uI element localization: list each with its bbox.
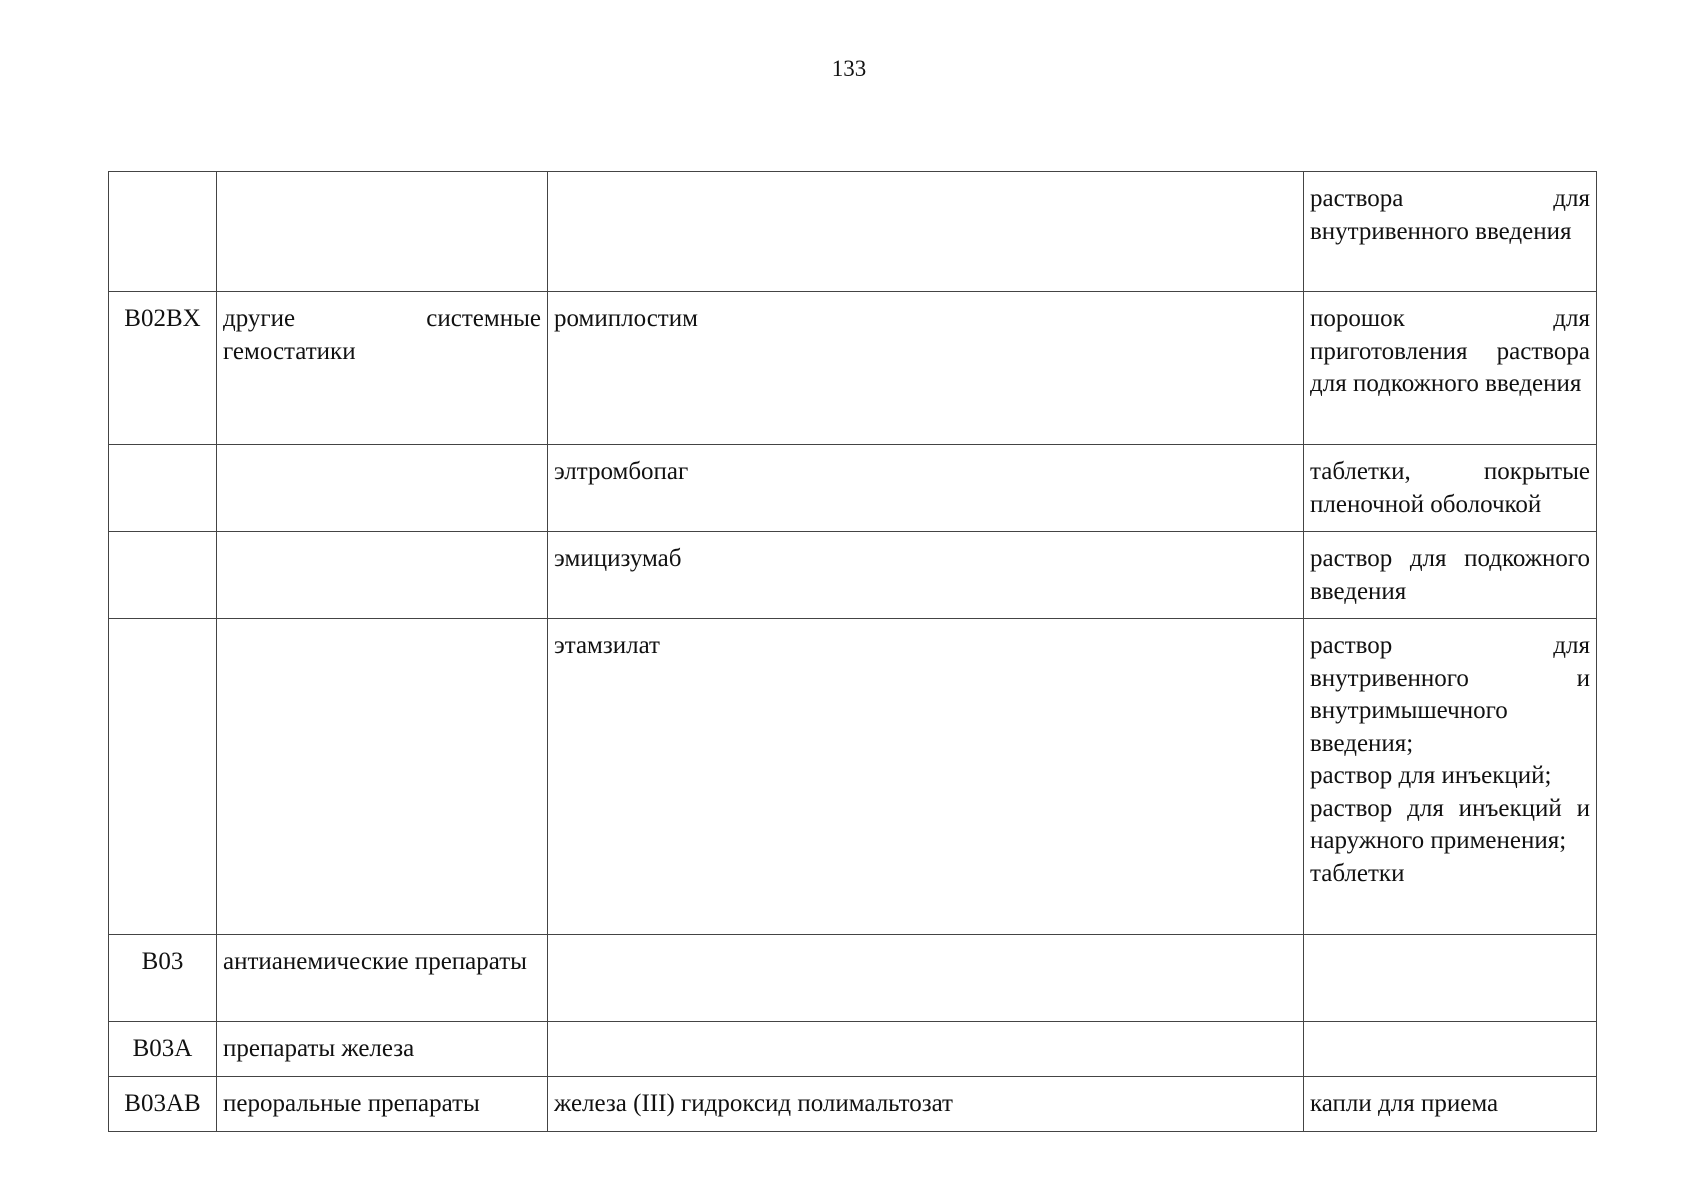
group-name-cell: пероральные препараты xyxy=(217,1077,548,1132)
group-name-cell xyxy=(217,445,548,532)
dosage-form-line: раствор для внутривенного и внутримышечного введения; xyxy=(1310,632,1590,757)
drug-name-cell xyxy=(548,172,1304,292)
dosage-form-line: порошок для приготовления раствора для подкожного введения xyxy=(1310,305,1590,397)
atc-code-cell: B03A xyxy=(109,1022,217,1077)
dosage-form-line: таблетки, покрытые пленочной оболочкой xyxy=(1310,458,1590,518)
table-row xyxy=(109,532,1597,619)
atc-code-cell xyxy=(109,532,217,619)
dosage-form-cell xyxy=(1304,619,1597,935)
atc-code-cell: B03AB xyxy=(109,1077,217,1132)
drug-name-cell xyxy=(548,1022,1304,1077)
group-name-cell: препараты железа xyxy=(217,1022,548,1077)
group-name-cell xyxy=(217,172,548,292)
dosage-form-cell xyxy=(1304,292,1597,445)
table-row xyxy=(109,619,1597,935)
page-number: 133 xyxy=(831,56,867,81)
dosage-form-line: раствор для инъекций; xyxy=(1310,762,1552,789)
table-row xyxy=(109,292,1597,445)
dosage-form-cell xyxy=(1304,172,1597,292)
group-name-cell xyxy=(217,532,548,619)
table-row xyxy=(109,935,1597,1022)
group-name-cell xyxy=(217,619,548,935)
table-row xyxy=(109,445,1597,532)
table-row xyxy=(109,1022,1597,1077)
dosage-form-line: раствор для инъекций и наружного применения; xyxy=(1310,794,1590,854)
dosage-form-cell xyxy=(1304,1077,1597,1132)
dosage-form-line: раствора для внутривенного введения xyxy=(1310,185,1590,245)
drug-name-cell: этамзилат xyxy=(548,619,1304,935)
group-name-cell: другие системные гемостатики xyxy=(217,292,548,445)
atc-code-cell: B03 xyxy=(109,935,217,1022)
atc-code-cell xyxy=(109,172,217,292)
drug-name-cell: ромиплостим xyxy=(548,292,1304,445)
dosage-form-line: раствор для подкожного введения xyxy=(1310,545,1590,605)
drug-name-cell xyxy=(548,935,1304,1022)
dosage-form-cell xyxy=(1304,445,1597,532)
dosage-form-cell xyxy=(1304,532,1597,619)
atc-code-cell xyxy=(109,619,217,935)
table-row xyxy=(109,1077,1597,1132)
drug-name-cell: эмицизумаб xyxy=(548,532,1304,619)
drug-name-cell: элтромбопаг xyxy=(548,445,1304,532)
drug-table xyxy=(108,171,1597,1132)
dosage-form-cell xyxy=(1304,935,1597,1022)
drug-name-cell: железа (III) гидроксид полимальтозат xyxy=(548,1077,1304,1132)
table-row xyxy=(109,172,1597,292)
dosage-form-cell xyxy=(1304,1022,1597,1077)
group-name-cell: антианемические препараты xyxy=(217,935,548,1022)
dosage-form-line: таблетки xyxy=(1310,859,1405,887)
atc-code-cell: B02BX xyxy=(109,292,217,445)
atc-code-cell xyxy=(109,445,217,532)
dosage-form-line: капли для приема xyxy=(1310,1090,1499,1117)
